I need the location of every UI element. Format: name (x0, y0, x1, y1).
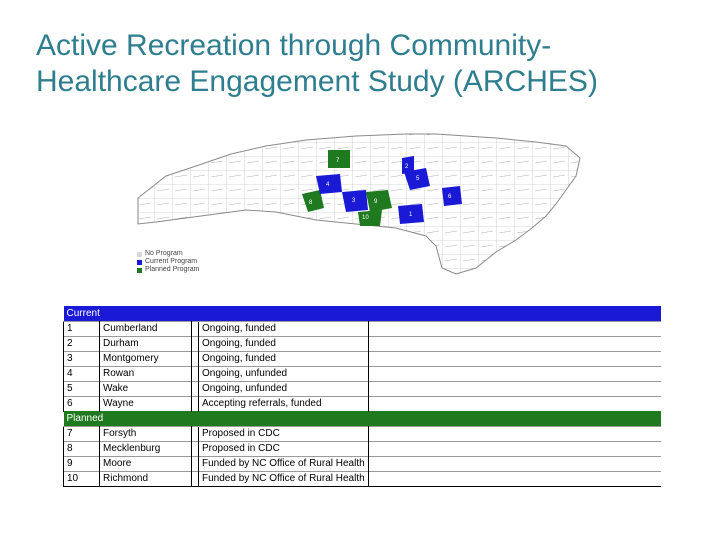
label-9: 9 (374, 199, 378, 205)
label-7: 7 (336, 158, 340, 164)
legend-swatch (137, 260, 142, 265)
legend-swatch (137, 252, 142, 257)
table-row (64, 472, 662, 487)
label-4: 4 (326, 182, 330, 188)
row-number: 8 (64, 442, 100, 457)
county-9-moore (366, 190, 392, 212)
row-status: Ongoing, funded (199, 337, 369, 352)
row-county: Moore (100, 457, 192, 472)
row-status: Funded by NC Office of Rural Health (199, 472, 369, 487)
program-table (63, 306, 661, 487)
row-county: Rowan (100, 367, 192, 382)
planned-header-row (64, 412, 662, 427)
row-number: 7 (64, 427, 100, 442)
title-line-1: Active Recreation through Community- (36, 29, 552, 62)
label-5: 5 (416, 176, 420, 182)
row-status: Proposed in CDC (199, 442, 369, 457)
label-6: 6 (448, 194, 452, 200)
table-row (64, 337, 662, 352)
legend-label: Planned Program (145, 266, 200, 273)
label-2: 2 (405, 164, 409, 170)
row-county: Montgomery (100, 352, 192, 367)
row-number: 6 (64, 397, 100, 412)
county-6-wayne (442, 186, 462, 206)
row-county: Cumberland (100, 322, 192, 337)
nc-county-map (136, 128, 584, 278)
row-county: Wayne (100, 397, 192, 412)
map-legend (137, 250, 199, 274)
legend-current-program (137, 258, 199, 266)
label-8: 8 (309, 200, 313, 206)
row-number: 2 (64, 337, 100, 352)
legend-swatch (137, 268, 142, 273)
table-row (64, 397, 662, 412)
row-number: 1 (64, 322, 100, 337)
table-row (64, 352, 662, 367)
legend-planned-program (137, 266, 199, 274)
legend-no-program (137, 250, 199, 258)
row-number: 3 (64, 352, 100, 367)
row-county: Richmond (100, 472, 192, 487)
current-header: Current (64, 307, 662, 322)
table-row (64, 322, 662, 337)
table-row (64, 382, 662, 397)
title-line-2: Healthcare Engagement Study (ARCHES) (36, 65, 598, 98)
slide-title (36, 28, 696, 100)
row-number: 5 (64, 382, 100, 397)
row-status: Funded by NC Office of Rural Health (199, 457, 369, 472)
row-county: Durham (100, 337, 192, 352)
row-county: Mecklenburg (100, 442, 192, 457)
row-status: Accepting referrals, funded (199, 397, 369, 412)
label-10: 10 (362, 215, 369, 221)
row-status: Ongoing, unfunded (199, 367, 369, 382)
table-row (64, 427, 662, 442)
row-status: Ongoing, unfunded (199, 382, 369, 397)
planned-header: Planned (64, 412, 662, 427)
legend-label: No Program (145, 250, 183, 257)
row-number: 10 (64, 472, 100, 487)
row-county: Wake (100, 382, 192, 397)
label-1: 1 (409, 212, 413, 218)
row-status: Proposed in CDC (199, 427, 369, 442)
table-row (64, 457, 662, 472)
row-number: 9 (64, 457, 100, 472)
table-row (64, 367, 662, 382)
nc-map-svg (136, 128, 584, 278)
row-status: Ongoing, funded (199, 352, 369, 367)
label-3: 3 (352, 198, 356, 204)
table-row (64, 442, 662, 457)
row-county: Forsyth (100, 427, 192, 442)
legend-label: Current Program (145, 258, 198, 265)
row-number: 4 (64, 367, 100, 382)
row-status: Ongoing, funded (199, 322, 369, 337)
current-header-row (64, 307, 662, 322)
